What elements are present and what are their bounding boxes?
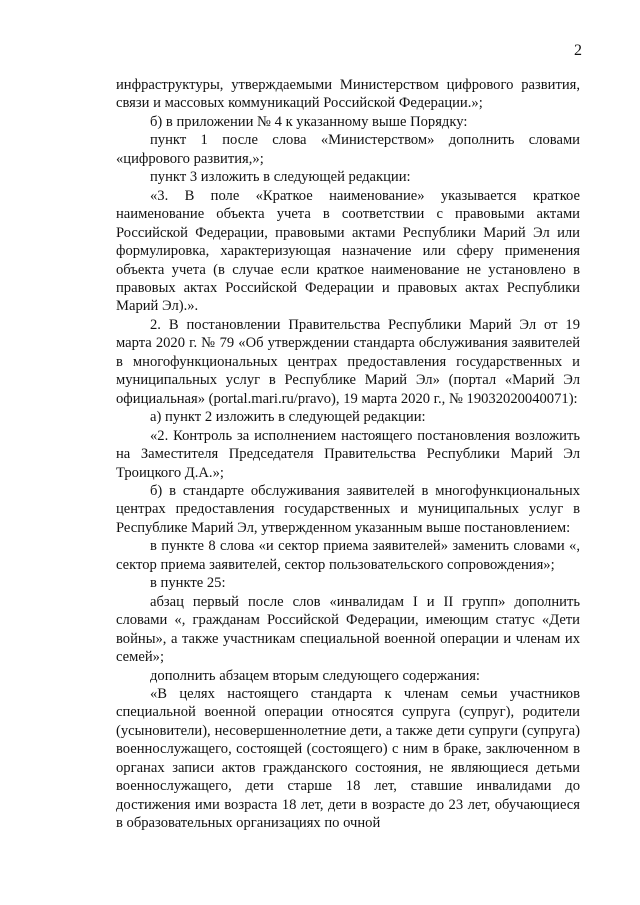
paragraph: в пункте 25: [150, 575, 226, 592]
document-body [116, 76, 580, 833]
paragraph: абзац первый после слов «инвалидам I и II групп» дополнить словами «, гражданам Российской Федерации, имеющим статус «Дети войны», а также участникам специальной военной операции и членам их семей»; [116, 593, 580, 666]
paragraph: 2. В постановлении Правительства Республики Марий Эл от 19 марта 2020 г. № 79 «Об утверждении стандарта обслуживания заявителей в многофункциональных центрах предоставления государственных и муниципальных услуг в Республике Марий Эл» (портал «Марий Эл официальная» (portal.mari.ru/pravo), 19 марта 2020 г., № 19032020040071): [116, 316, 580, 407]
paragraph: пункт 1 после слова «Министерством» дополнить словами «цифрового развития,»; [116, 132, 580, 167]
paragraph: инфраструктуры, утверждаемыми Министерством цифрового развития, связи и массовых коммуникаций Российской Федерации.»; [116, 77, 580, 112]
paragraph: «В целях настоящего стандарта к членам семьи участников специальной военной операции относятся супруга (супруг), родители (усыновители), несовершеннолетние дети, а также дети супруги (супруга) военнослужащего, состоящей (состоящего) с ним в браке, заключенном в органах записи актов гражданского состояния, не являющиеся детьми военнослужащего, дети старше 18 лет, ставшие инвалидами до достижения ими возраста 18 лет, дети в возрасте до 23 лет, обучающиеся в образовательных организациях по очной [116, 685, 580, 832]
paragraph: «2. Контроль за исполнением настоящего постановления возложить на Заместителя Председателя Правительства Республики Марий Эл Троицкого Д.А.»; [116, 427, 580, 481]
paragraph: а) пункт 2 изложить в следующей редакции: [150, 409, 426, 426]
paragraph: «3. В поле «Краткое наименование» указывается краткое наименование объекта учета в соответствии с правовыми актами Российской Федерации, правовыми актами Республики Марий Эл или формулировка, характеризующая назначение или сферу применения объекта учета (в случае если краткое наименование не установлено в правовых актах Российской Федерации и правовых актах Республики Марий Эл).». [116, 187, 580, 315]
page-number: 2 [574, 42, 582, 59]
paragraph: б) в стандарте обслуживания заявителей в многофункциональных центрах предоставления государственных и муниципальных услуг в Республике Марий Эл, утвержденном указанным выше постановлением: [116, 482, 580, 536]
paragraph: пункт 3 изложить в следующей редакции: [150, 169, 411, 186]
paragraph: в пункте 8 слова «и сектор приема заявителей» заменить словами «, сектор приема заявителей, сектор пользовательского сопровождения»; [116, 538, 580, 573]
paragraph: б) в приложении № 4 к указанному выше Порядку: [150, 113, 468, 130]
paragraph: дополнить абзацем вторым следующего содержания: [150, 667, 480, 684]
